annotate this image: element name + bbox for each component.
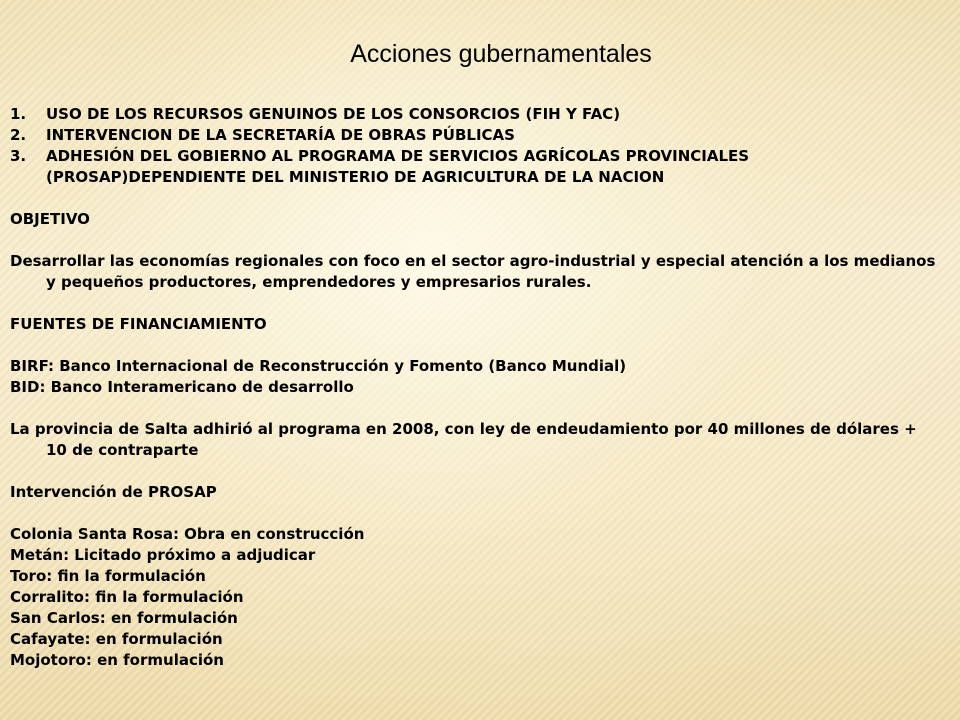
action-item <box>10 146 940 188</box>
actions-list <box>10 104 940 188</box>
funding-birf: BIRF: Banco Internacional de Reconstrucción y Fomento (Banco Mundial) <box>10 357 627 375</box>
action-number: 2. <box>10 126 27 144</box>
funding-heading: FUENTES DE FINANCIAMIENTO <box>10 315 267 333</box>
spacer <box>10 398 940 419</box>
funding-bid: BID: Banco Interamericano de desarrollo <box>10 378 354 396</box>
prosap-item: Metán: Licitado próximo a adjudicar <box>10 546 316 564</box>
action-text: INTERVENCION DE LA SECRETARÍA DE OBRAS PÚBLICAS <box>46 126 515 144</box>
spacer <box>10 503 940 524</box>
spacer <box>10 293 940 314</box>
objective-text: Desarrollar las economías regionales con foco en el sector agro-industrial y especial atención a los medianos y pequeños productores, emprendedores y empresarios rurales. <box>10 252 936 291</box>
action-item <box>10 104 940 125</box>
prosap-item: Corralito: fin la formulación <box>10 588 244 606</box>
salta-paragraph: La provincia de Salta adhirió al programa en 2008, con ley de endeudamiento por 40 millones de dólares + 10 de contraparte <box>10 420 917 459</box>
slide-title: Acciones gubernamentales <box>350 40 652 68</box>
prosap-item: San Carlos: en formulación <box>10 609 238 627</box>
prosap-item: Toro: fin la formulación <box>10 567 206 585</box>
action-item <box>10 125 940 146</box>
spacer <box>10 461 940 482</box>
slide-body <box>10 104 940 671</box>
spacer <box>10 188 940 209</box>
action-number: 1. <box>10 105 27 123</box>
prosap-item: Colonia Santa Rosa: Obra en construcción <box>10 525 365 543</box>
prosap-item: Mojotoro: en formulación <box>10 651 224 669</box>
action-text: USO DE LOS RECURSOS GENUINOS DE LOS CONSORCIOS (FIH Y FAC) <box>46 105 621 123</box>
prosap-item: Cafayate: en formulación <box>10 630 223 648</box>
action-number: 3. <box>10 147 27 165</box>
spacer <box>10 230 940 251</box>
prosap-heading: Intervención de PROSAP <box>10 483 217 501</box>
action-text: ADHESIÓN DEL GOBIERNO AL PROGRAMA DE SERVICIOS AGRÍCOLAS PROVINCIALES (PROSAP)DEPENDIENTE DEL MINISTERIO DE AGRICULTURA DE LA NACION <box>46 147 750 186</box>
objective-heading: OBJETIVO <box>10 210 90 228</box>
spacer <box>10 335 940 356</box>
